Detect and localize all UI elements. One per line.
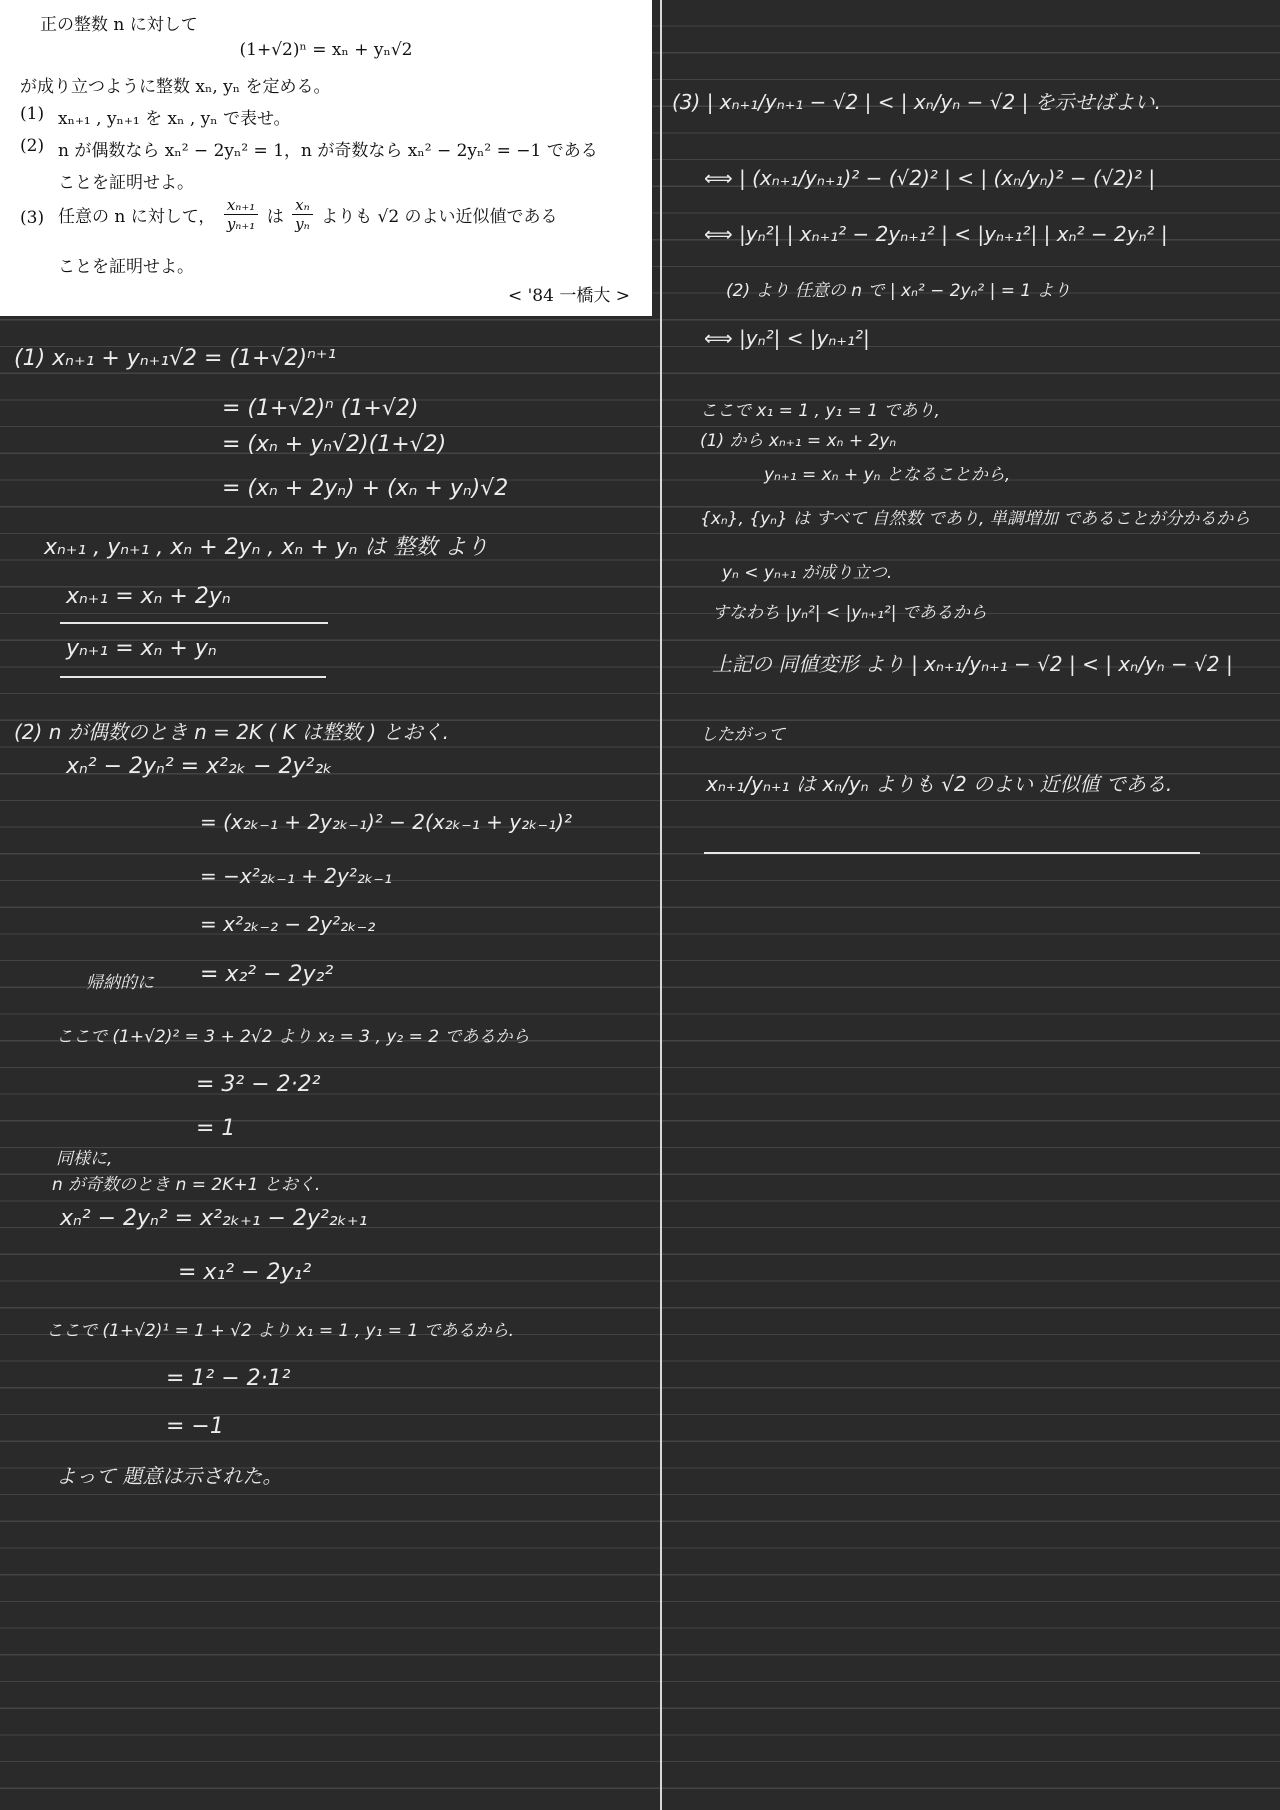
note-line-15: = 3² − 2·2² [196, 1072, 321, 1097]
right-line-5: ⟺ |yₙ²| < |yₙ₊₁²| [704, 326, 870, 350]
note-line-13: = x₂² − 2y₂² [200, 962, 334, 987]
right-line-14: xₙ₊₁/yₙ₊₁ は xₙ/yₙ よりも √2 のよい 近似値 である. [706, 772, 1173, 796]
q3-fraction-2 [292, 196, 313, 233]
note-line-16: = 1 [196, 1116, 236, 1141]
right-line-10: yₙ < yₙ₊₁ が成り立つ. [722, 563, 893, 583]
note-line-12: = x²₂ₖ₋₂ − 2y²₂ₖ₋₂ [200, 912, 376, 936]
right-line-9: {xₙ}, {yₙ} は すべて 自然数 であり, 単調増加 であることが分かるから [700, 509, 1251, 529]
note-line-17: 同様に, [56, 1149, 113, 1169]
q3-fraction-1 [224, 196, 258, 233]
right-line-7: (1) から xₙ₊₁ = xₙ + 2yₙ [700, 431, 897, 451]
note-line-2: = (1+√2)ⁿ (1+√2) [222, 396, 419, 421]
right-line-12: 上記の 同値変形 より | xₙ₊₁/yₙ₊₁ − √2 | < | xₙ/yₙ − √2 | [712, 652, 1233, 676]
note-line-3: = (xₙ + yₙ√2)(1+√2) [222, 432, 447, 457]
note-line-19: xₙ² − 2yₙ² = x²₂ₖ₊₁ − 2y²₂ₖ₊₁ [60, 1206, 368, 1231]
note-line-20: = x₁² − 2y₁² [178, 1260, 312, 1285]
problem-box [0, 0, 652, 316]
q3-text-b: ことを証明せよ。 [58, 257, 194, 277]
problem-source: < '84 一橋大 > [507, 286, 630, 306]
note-line-7: yₙ₊₁ = xₙ + yₙ [66, 636, 217, 661]
q3-mid: は [266, 207, 284, 227]
note-line-21: ここで (1+√2)¹ = 1 + √2 より x₁ = 1 , y₁ = 1 であるから. [46, 1321, 515, 1341]
note-line-18: n が奇数のとき n = 2K+1 とおく. [52, 1175, 321, 1195]
note-line-9: xₙ² − 2yₙ² = x²₂ₖ − 2y²₂ₖ [66, 754, 333, 779]
q3-frac1-den: yₙ₊₁ [226, 215, 256, 233]
underline-3 [704, 852, 1200, 854]
q3-number: (3) [20, 208, 45, 228]
note-line-24: よって 題意は示された。 [56, 1464, 283, 1488]
right-line-6: ここで x₁ = 1 , y₁ = 1 であり, [700, 401, 940, 421]
right-line-4: (2) より 任意の n で | xₙ² − 2yₙ² | = 1 より [726, 281, 1071, 301]
q1-number: (1) [20, 104, 45, 124]
underline-1 [60, 622, 328, 624]
page-divider [660, 0, 662, 1810]
q3-pre: 任意の n に対して， [58, 207, 216, 227]
q2-text-b: ことを証明せよ。 [58, 173, 194, 193]
note-line-14: ここで (1+√2)² = 3 + 2√2 より x₂ = 3 , y₂ = 2 であるから [56, 1027, 530, 1047]
note-line-13-label: 帰納的に [86, 973, 154, 993]
problem-intro: 正の整数 n に対して [40, 15, 198, 35]
q3-frac2-den: yₙ [295, 215, 310, 233]
q3-post: よりも √2 のよい近似値である [321, 207, 558, 227]
q3-text-a [58, 196, 558, 233]
right-line-11: すなわち |yₙ²| < |yₙ₊₁²| であるから [712, 603, 987, 623]
right-line-8: yₙ₊₁ = xₙ + yₙ となることから, [764, 465, 1011, 485]
problem-formula: (1+√2)ⁿ = xₙ + yₙ√2 [239, 40, 413, 60]
note-line-5: xₙ₊₁ , yₙ₊₁ , xₙ + 2yₙ , xₙ + yₙ は 整数 より [44, 535, 489, 560]
underline-2 [60, 676, 326, 678]
note-line-11: = −x²₂ₖ₋₁ + 2y²₂ₖ₋₁ [200, 864, 392, 888]
note-line-1: (1) xₙ₊₁ + yₙ₊₁√2 = (1+√2)ⁿ⁺¹ [14, 346, 337, 371]
q3-frac2-num: xₙ [292, 196, 313, 215]
q2-number: (2) [20, 136, 45, 156]
q2-text-a: n が偶数なら xₙ² − 2yₙ² = 1，n が奇数なら xₙ² − 2yₙ² = −1 である [58, 141, 598, 161]
right-line-13: したがって [700, 725, 785, 745]
q3-frac1-num: xₙ₊₁ [224, 196, 258, 215]
problem-define: が成り立つように整数 xₙ, yₙ を定める。 [20, 77, 331, 97]
note-line-10: = (x₂ₖ₋₁ + 2y₂ₖ₋₁)² − 2(x₂ₖ₋₁ + y₂ₖ₋₁)² [200, 810, 573, 834]
right-line-3: ⟺ |yₙ²| | xₙ₊₁² − 2yₙ₊₁² | < |yₙ₊₁²| | xₙ² − 2yₙ² | [704, 222, 1168, 246]
right-line-1: (3) | xₙ₊₁/yₙ₊₁ − √2 | < | xₙ/yₙ − √2 | を示せばよい. [672, 90, 1162, 114]
note-line-8: (2) n が偶数のとき n = 2K ( K は整数 ) とおく. [14, 720, 449, 744]
note-line-22: = 1² − 2·1² [166, 1366, 291, 1391]
right-line-2: ⟺ | (xₙ₊₁/yₙ₊₁)² − (√2)² | < | (xₙ/yₙ)² − (√2)² | [704, 166, 1156, 190]
q1-text: xₙ₊₁ , yₙ₊₁ を xₙ , yₙ で表せ。 [58, 109, 291, 129]
note-line-23: = −1 [166, 1414, 224, 1439]
note-line-6: xₙ₊₁ = xₙ + 2yₙ [66, 584, 231, 609]
note-line-4: = (xₙ + 2yₙ) + (xₙ + yₙ)√2 [222, 476, 509, 501]
